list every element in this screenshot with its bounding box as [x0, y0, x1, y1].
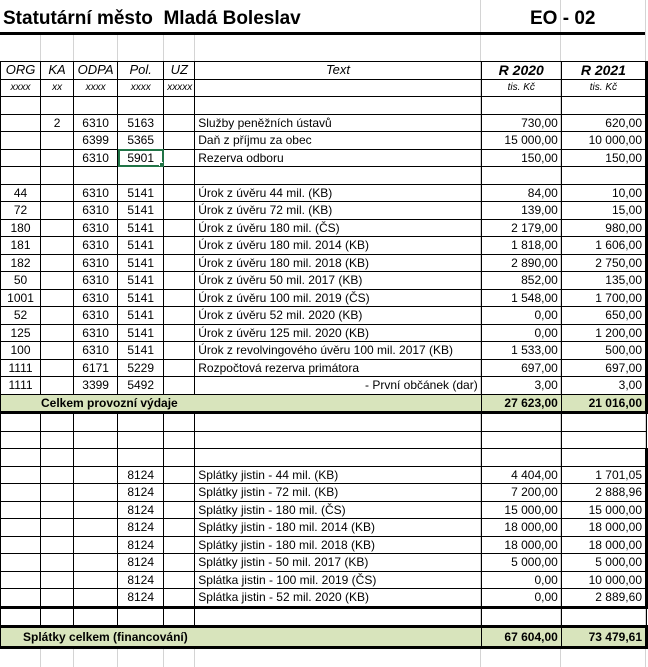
cell-r2020[interactable]: 0,00	[481, 307, 561, 325]
cell-r2020[interactable]: 852,00	[481, 272, 561, 290]
cell-org[interactable]	[1, 466, 41, 484]
cell-pol[interactable]: 5141	[118, 342, 164, 360]
cell-r2021[interactable]: 500,00	[561, 342, 646, 360]
cell-pol[interactable]	[118, 167, 164, 185]
cell-r2020[interactable]: 1 533,00	[481, 342, 561, 360]
cell-r2021[interactable]: 2 888,96	[561, 484, 646, 502]
cell-text[interactable]	[195, 97, 481, 115]
cell-ka[interactable]	[41, 501, 74, 519]
cell-text[interactable]	[195, 449, 481, 467]
cell-text[interactable]: Splátky jistin - 180 mil. 2018 (KB)	[195, 536, 481, 554]
cell-uz[interactable]	[164, 307, 195, 325]
cell-ka[interactable]	[41, 413, 74, 432]
cell-uz[interactable]	[164, 466, 195, 484]
cell-r2020[interactable]	[481, 413, 561, 432]
cell-uz[interactable]	[164, 359, 195, 377]
cell-r2021[interactable]: 18 000,00	[561, 536, 646, 554]
cell-org[interactable]: 182	[1, 254, 41, 272]
cell-text[interactable]: Úrok z úvěru 125 mil. 2020 (KB)	[195, 324, 481, 342]
cell-pol[interactable]: 8124	[118, 519, 164, 537]
cell-r2020[interactable]	[481, 431, 561, 449]
blank-row	[1, 607, 647, 627]
document-code: EO - 02	[530, 8, 596, 29]
cell-odpa[interactable]	[74, 97, 118, 115]
total-r2020[interactable]: 67 604,00	[481, 627, 561, 648]
cell-r2020[interactable]: 139,00	[481, 202, 561, 220]
table-row	[1, 501, 647, 519]
cell-org[interactable]	[1, 149, 41, 167]
table-row	[1, 272, 647, 290]
cell-ka[interactable]	[41, 536, 74, 554]
cell-text[interactable]: Splátka jistin - 100 mil. 2019 (ČS)	[195, 571, 481, 589]
unit-pol[interactable]: xxxx	[118, 79, 164, 97]
cell-uz[interactable]	[164, 536, 195, 554]
cell-r2021[interactable]: 697,00	[561, 359, 646, 377]
cell-uz[interactable]	[164, 237, 195, 255]
blank-row	[1, 431, 647, 449]
cell-r2021[interactable]: 10,00	[561, 184, 646, 202]
cell-ka[interactable]	[41, 449, 74, 467]
cell-r2020[interactable]: 84,00	[481, 184, 561, 202]
cell-text[interactable]: - První občánek (dar)	[195, 377, 481, 395]
cell-r2020[interactable]: 697,00	[481, 359, 561, 377]
cell-text[interactable]: Splátka jistin - 52 mil. 2020 (KB)	[195, 589, 481, 608]
table-row	[1, 114, 647, 132]
cell-ka[interactable]	[41, 237, 74, 255]
cell-org[interactable]	[1, 167, 41, 185]
cell-uz[interactable]	[164, 219, 195, 237]
cell-ka[interactable]	[41, 97, 74, 115]
cell-r2020[interactable]: 15 000,00	[481, 501, 561, 519]
cell-r2021[interactable]	[561, 167, 646, 185]
cell-ka[interactable]	[41, 289, 74, 307]
total-label[interactable]: Celkem provozní výdaje	[1, 394, 482, 413]
total-r2020[interactable]: 27 623,00	[481, 394, 561, 413]
cell-r2021[interactable]: 15,00	[561, 202, 646, 220]
cell-uz[interactable]	[164, 167, 195, 185]
cell-org[interactable]	[1, 536, 41, 554]
cell-r2021[interactable]	[561, 431, 646, 449]
cell-pol[interactable]: 5141	[118, 202, 164, 220]
cell-uz[interactable]	[164, 289, 195, 307]
cell-r2021[interactable]	[561, 607, 646, 627]
cell-uz[interactable]	[164, 377, 195, 395]
cell-ka[interactable]	[41, 466, 74, 484]
selected-cell[interactable]: 5901	[118, 149, 164, 167]
cell-uz[interactable]	[164, 571, 195, 589]
unit-r2020[interactable]: tis. Kč	[481, 79, 561, 97]
cell-text[interactable]	[195, 431, 481, 449]
cell-pol[interactable]: 5141	[118, 272, 164, 290]
cell-r2021[interactable]: 135,00	[561, 272, 646, 290]
cell-org[interactable]	[1, 554, 41, 572]
cell-r2021[interactable]: 5 000,00	[561, 554, 646, 572]
unit-text[interactable]	[195, 79, 481, 97]
table-row	[1, 219, 647, 237]
cell-odpa[interactable]	[74, 484, 118, 502]
cell-org[interactable]: 100	[1, 342, 41, 360]
cell-pol[interactable]: 5141	[118, 219, 164, 237]
cell-r2021[interactable]: 150,00	[561, 149, 646, 167]
cell-uz[interactable]	[164, 324, 195, 342]
cell-ka[interactable]	[41, 132, 74, 150]
blank-row	[1, 413, 647, 432]
cell-odpa[interactable]: 6310	[74, 184, 118, 202]
unit-uz[interactable]: xxxxx	[164, 79, 195, 97]
cell-pol[interactable]: 5141	[118, 324, 164, 342]
cell-odpa[interactable]	[74, 449, 118, 467]
cell-uz[interactable]	[164, 132, 195, 150]
table-row	[1, 132, 647, 150]
table-row	[1, 184, 647, 202]
table-row	[1, 554, 647, 572]
cell-text[interactable]: Úrok z revolvingového úvěru 100 mil. 2017 (KB)	[195, 342, 481, 360]
cell-text[interactable]: Daň z příjmu za obec	[195, 132, 481, 150]
cell-r2021[interactable]: 10 000,00	[561, 571, 646, 589]
cell-odpa[interactable]: 6310	[74, 202, 118, 220]
cell-ka[interactable]	[41, 589, 74, 608]
fill-handle[interactable]	[159, 162, 164, 167]
cell-ka[interactable]	[41, 571, 74, 589]
cell-text[interactable]: Rezerva odboru	[195, 149, 481, 167]
cell-text[interactable]: Úrok z úvěru 100 mil. 2019 (ČS)	[195, 289, 481, 307]
cell-r2020[interactable]: 18 000,00	[481, 536, 561, 554]
cell-text[interactable]: Splátky jistin - 180 mil. (ČS)	[195, 501, 481, 519]
cell-org[interactable]: 181	[1, 237, 41, 255]
table-row	[1, 289, 647, 307]
cell-r2020[interactable]: 0,00	[481, 324, 561, 342]
cell-r2021[interactable]: 10 000,00	[561, 132, 646, 150]
cell-org[interactable]	[1, 413, 41, 432]
cell-ka[interactable]	[41, 184, 74, 202]
cell-odpa[interactable]: 6310	[74, 289, 118, 307]
total-operating-row	[1, 394, 647, 413]
cell-r2021[interactable]	[561, 449, 646, 467]
cell-odpa[interactable]	[74, 413, 118, 432]
cell-text[interactable]: Úrok z úvěru 180 mil. 2014 (KB)	[195, 237, 481, 255]
cell-uz[interactable]	[164, 589, 195, 608]
col-header-r2020[interactable]: R 2020	[481, 62, 561, 80]
cell-org[interactable]	[1, 431, 41, 449]
cell-pol[interactable]: 8124	[118, 501, 164, 519]
cell-org[interactable]	[1, 519, 41, 537]
cell-uz[interactable]	[164, 342, 195, 360]
column-header-row	[1, 62, 647, 80]
title-rule	[0, 32, 645, 35]
cell-pol[interactable]: 8124	[118, 589, 164, 608]
cell-odpa[interactable]: 6310	[74, 324, 118, 342]
cell-uz[interactable]	[164, 519, 195, 537]
cell-odpa[interactable]: 6310	[74, 114, 118, 132]
cell-r2021[interactable]: 1 200,00	[561, 324, 646, 342]
cell-uz[interactable]	[164, 607, 195, 627]
table-row	[1, 466, 647, 484]
cell-org[interactable]: 1111	[1, 377, 41, 395]
units-row	[1, 79, 647, 97]
table-row	[1, 342, 647, 360]
cell-r2020[interactable]: 5 000,00	[481, 554, 561, 572]
cell-uz[interactable]	[164, 501, 195, 519]
cell-odpa[interactable]	[74, 607, 118, 627]
unit-odpa[interactable]: xxxx	[74, 79, 118, 97]
cell-ka[interactable]	[41, 342, 74, 360]
cell-r2020[interactable]: 0,00	[481, 571, 561, 589]
cell-odpa[interactable]	[74, 536, 118, 554]
cell-uz[interactable]	[164, 554, 195, 572]
cell-odpa[interactable]	[74, 571, 118, 589]
col-header-text[interactable]: Text	[195, 62, 481, 80]
table-row	[1, 324, 647, 342]
table-row	[1, 519, 647, 537]
cell-text[interactable]: Úrok z úvěru 50 mil. 2017 (KB)	[195, 272, 481, 290]
cell-odpa[interactable]	[74, 501, 118, 519]
cell-pol[interactable]	[118, 413, 164, 432]
cell-odpa[interactable]	[74, 167, 118, 185]
document-title: Statutární město Mladá Boleslav	[3, 8, 301, 29]
cell-text[interactable]	[195, 413, 481, 432]
cell-uz[interactable]	[164, 149, 195, 167]
cell-ka[interactable]	[41, 554, 74, 572]
cell-pol[interactable]: 5365	[118, 132, 164, 150]
cell-org[interactable]	[1, 97, 41, 115]
cell-r2020[interactable]: 150,00	[481, 149, 561, 167]
cell-r2021[interactable]: 1 606,00	[561, 237, 646, 255]
cell-text[interactable]: Splátky jistin - 72 mil. (KB)	[195, 484, 481, 502]
cell-text[interactable]: Úrok z úvěru 72 mil. (KB)	[195, 202, 481, 220]
cell-odpa[interactable]: 6310	[74, 307, 118, 325]
cell-ka[interactable]	[41, 431, 74, 449]
col-header-r2021[interactable]: R 2021	[561, 62, 646, 80]
cell-pol[interactable]: 5141	[118, 254, 164, 272]
cell-uz[interactable]	[164, 449, 195, 467]
cell-r2021[interactable]: 1 700,00	[561, 289, 646, 307]
cell-org[interactable]	[1, 501, 41, 519]
cell-org[interactable]: 44	[1, 184, 41, 202]
cell-r2020[interactable]	[481, 97, 561, 115]
cell-r2021[interactable]: 18 000,00	[561, 519, 646, 537]
cell-org[interactable]: 125	[1, 324, 41, 342]
cell-odpa[interactable]	[74, 589, 118, 608]
cell-r2020[interactable]: 2 179,00	[481, 219, 561, 237]
cell-pol[interactable]: 8124	[118, 571, 164, 589]
cell-odpa[interactable]: 6310	[74, 272, 118, 290]
table-row	[1, 484, 647, 502]
cell-uz[interactable]	[164, 202, 195, 220]
cell-org[interactable]: 1111	[1, 359, 41, 377]
cell-ka[interactable]	[41, 307, 74, 325]
total-r2021[interactable]: 21 016,00	[561, 394, 646, 413]
cell-pol[interactable]: 8124	[118, 466, 164, 484]
cell-text[interactable]	[195, 167, 481, 185]
table-row	[1, 237, 647, 255]
cell-odpa[interactable]	[74, 431, 118, 449]
cell-pol[interactable]: 5229	[118, 359, 164, 377]
unit-ka[interactable]: xx	[41, 79, 74, 97]
cell-pol[interactable]	[118, 97, 164, 115]
cell-odpa[interactable]	[74, 519, 118, 537]
cell-r2020[interactable]: 7 200,00	[481, 484, 561, 502]
cell-ka[interactable]	[41, 202, 74, 220]
cell-org[interactable]	[1, 132, 41, 150]
cell-r2020[interactable]: 15 000,00	[481, 132, 561, 150]
total-r2021[interactable]: 73 479,61	[561, 627, 646, 648]
cell-r2020[interactable]: 18 000,00	[481, 519, 561, 537]
cell-uz[interactable]	[164, 254, 195, 272]
cell-pol[interactable]: 5141	[118, 289, 164, 307]
cell-r2021[interactable]: 15 000,00	[561, 501, 646, 519]
cell-org[interactable]: 52	[1, 307, 41, 325]
table-row	[1, 307, 647, 325]
col-header-pol[interactable]: Pol.	[118, 62, 164, 80]
cell-text[interactable]: Splátky jistin - 50 mil. 2017 (KB)	[195, 554, 481, 572]
cell-r2021[interactable]	[561, 97, 646, 115]
cell-uz[interactable]	[164, 272, 195, 290]
cell-org[interactable]	[1, 571, 41, 589]
cell-ka[interactable]	[41, 484, 74, 502]
cell-uz[interactable]	[164, 184, 195, 202]
cell-r2020[interactable]: 1 818,00	[481, 237, 561, 255]
cell-text[interactable]: Rozpočtová rezerva primátora	[195, 359, 481, 377]
cell-r2020[interactable]: 2 890,00	[481, 254, 561, 272]
cell-odpa[interactable]: 3399	[74, 377, 118, 395]
cell-r2021[interactable]	[561, 413, 646, 432]
budget-table	[0, 61, 648, 649]
cell-text[interactable]: Úrok z úvěru 52 mil. 2020 (KB)	[195, 307, 481, 325]
cell-org[interactable]	[1, 484, 41, 502]
cell-odpa[interactable]: 6171	[74, 359, 118, 377]
cell-pol[interactable]: 8124	[118, 484, 164, 502]
blank-row	[1, 167, 647, 185]
cell-odpa[interactable]: 6310	[74, 149, 118, 167]
cell-uz[interactable]	[164, 413, 195, 432]
cell-odpa[interactable]	[74, 554, 118, 572]
cell-r2020[interactable]	[481, 449, 561, 467]
cell-r2020[interactable]: 4 404,00	[481, 466, 561, 484]
cell-text[interactable]: Úrok z úvěru 180 mil. 2018 (KB)	[195, 254, 481, 272]
cell-pol[interactable]: 5141	[118, 184, 164, 202]
unit-org[interactable]: xxxx	[1, 79, 41, 97]
cell-r2021[interactable]: 980,00	[561, 219, 646, 237]
col-header-ka[interactable]: KA	[41, 62, 74, 80]
cell-odpa[interactable]: 6399	[74, 132, 118, 150]
blank-row	[1, 97, 647, 115]
cell-r2021[interactable]: 620,00	[561, 114, 646, 132]
cell-org[interactable]: 72	[1, 202, 41, 220]
cell-text[interactable]: Úrok z úvěru 44 mil. (KB)	[195, 184, 481, 202]
cell-uz[interactable]	[164, 97, 195, 115]
table-row	[1, 589, 647, 608]
unit-r2021[interactable]: tis. Kč	[561, 79, 646, 97]
cell-r2020[interactable]: 3,00	[481, 377, 561, 395]
cell-r2021[interactable]: 1 701,05	[561, 466, 646, 484]
cell-org[interactable]	[1, 114, 41, 132]
cell-pol[interactable]: 5163	[118, 114, 164, 132]
cell-pol[interactable]: 8124	[118, 536, 164, 554]
total-financing-row	[1, 627, 647, 648]
table-row	[1, 571, 647, 589]
col-header-odpa[interactable]: ODPA	[74, 62, 118, 80]
cell-r2021[interactable]: 3,00	[561, 377, 646, 395]
cell-odpa[interactable]: 6310	[74, 342, 118, 360]
cell-ka[interactable]	[41, 167, 74, 185]
cell-ka[interactable]: 2	[41, 114, 74, 132]
cell-ka[interactable]	[41, 324, 74, 342]
cell-org[interactable]: 50	[1, 272, 41, 290]
cell-pol[interactable]: 5141	[118, 237, 164, 255]
cell-pol[interactable]: 5141	[118, 307, 164, 325]
table-row	[1, 377, 647, 395]
cell-ka[interactable]	[41, 272, 74, 290]
cell-r2021[interactable]: 2 750,00	[561, 254, 646, 272]
cell-org[interactable]	[1, 607, 41, 627]
col-header-uz[interactable]: UZ	[164, 62, 195, 80]
cell-text[interactable]: Služby peněžních ústavů	[195, 114, 481, 132]
cell-pol[interactable]	[118, 431, 164, 449]
cell-r2020[interactable]: 0,00	[481, 589, 561, 608]
cell-pol[interactable]: 5492	[118, 377, 164, 395]
cell-uz[interactable]	[164, 484, 195, 502]
cell-odpa[interactable]	[74, 466, 118, 484]
cell-pol[interactable]: 8124	[118, 554, 164, 572]
blank-row	[1, 449, 647, 467]
cell-text[interactable]	[195, 607, 481, 627]
cell-text[interactable]: Úrok z úvěru 180 mil. (ČS)	[195, 219, 481, 237]
col-header-org[interactable]: ORG	[1, 62, 41, 80]
cell-pol[interactable]	[118, 607, 164, 627]
cell-ka[interactable]	[41, 219, 74, 237]
cell-odpa[interactable]: 6310	[74, 219, 118, 237]
table-row	[1, 254, 647, 272]
cell-ka[interactable]	[41, 377, 74, 395]
cell-odpa[interactable]: 6310	[74, 237, 118, 255]
cell-org[interactable]: 180	[1, 219, 41, 237]
cell-r2020[interactable]: 1 548,00	[481, 289, 561, 307]
cell-org[interactable]	[1, 449, 41, 467]
cell-ka[interactable]	[41, 519, 74, 537]
table-row	[1, 359, 647, 377]
cell-text[interactable]: Splátky jistin - 180 mil. 2014 (KB)	[195, 519, 481, 537]
cell-ka[interactable]	[41, 607, 74, 627]
cell-ka[interactable]	[41, 149, 74, 167]
table-row	[1, 149, 647, 167]
cell-ka[interactable]	[41, 254, 74, 272]
cell-pol[interactable]	[118, 449, 164, 467]
cell-r2021[interactable]: 2 889,60	[561, 589, 646, 608]
cell-org[interactable]	[1, 589, 41, 608]
table-row	[1, 536, 647, 554]
cell-org[interactable]: 1001	[1, 289, 41, 307]
cell-uz[interactable]	[164, 431, 195, 449]
cell-r2021[interactable]: 650,00	[561, 307, 646, 325]
cell-r2020[interactable]	[481, 607, 561, 627]
cell-text[interactable]: Splátky jistin - 44 mil. (KB)	[195, 466, 481, 484]
table-row	[1, 202, 647, 220]
cell-r2020[interactable]: 730,00	[481, 114, 561, 132]
cell-ka[interactable]	[41, 359, 74, 377]
cell-odpa[interactable]: 6310	[74, 254, 118, 272]
total-label[interactable]: Splátky celkem (financování)	[1, 627, 482, 648]
cell-r2020[interactable]	[481, 167, 561, 185]
cell-uz[interactable]	[164, 114, 195, 132]
